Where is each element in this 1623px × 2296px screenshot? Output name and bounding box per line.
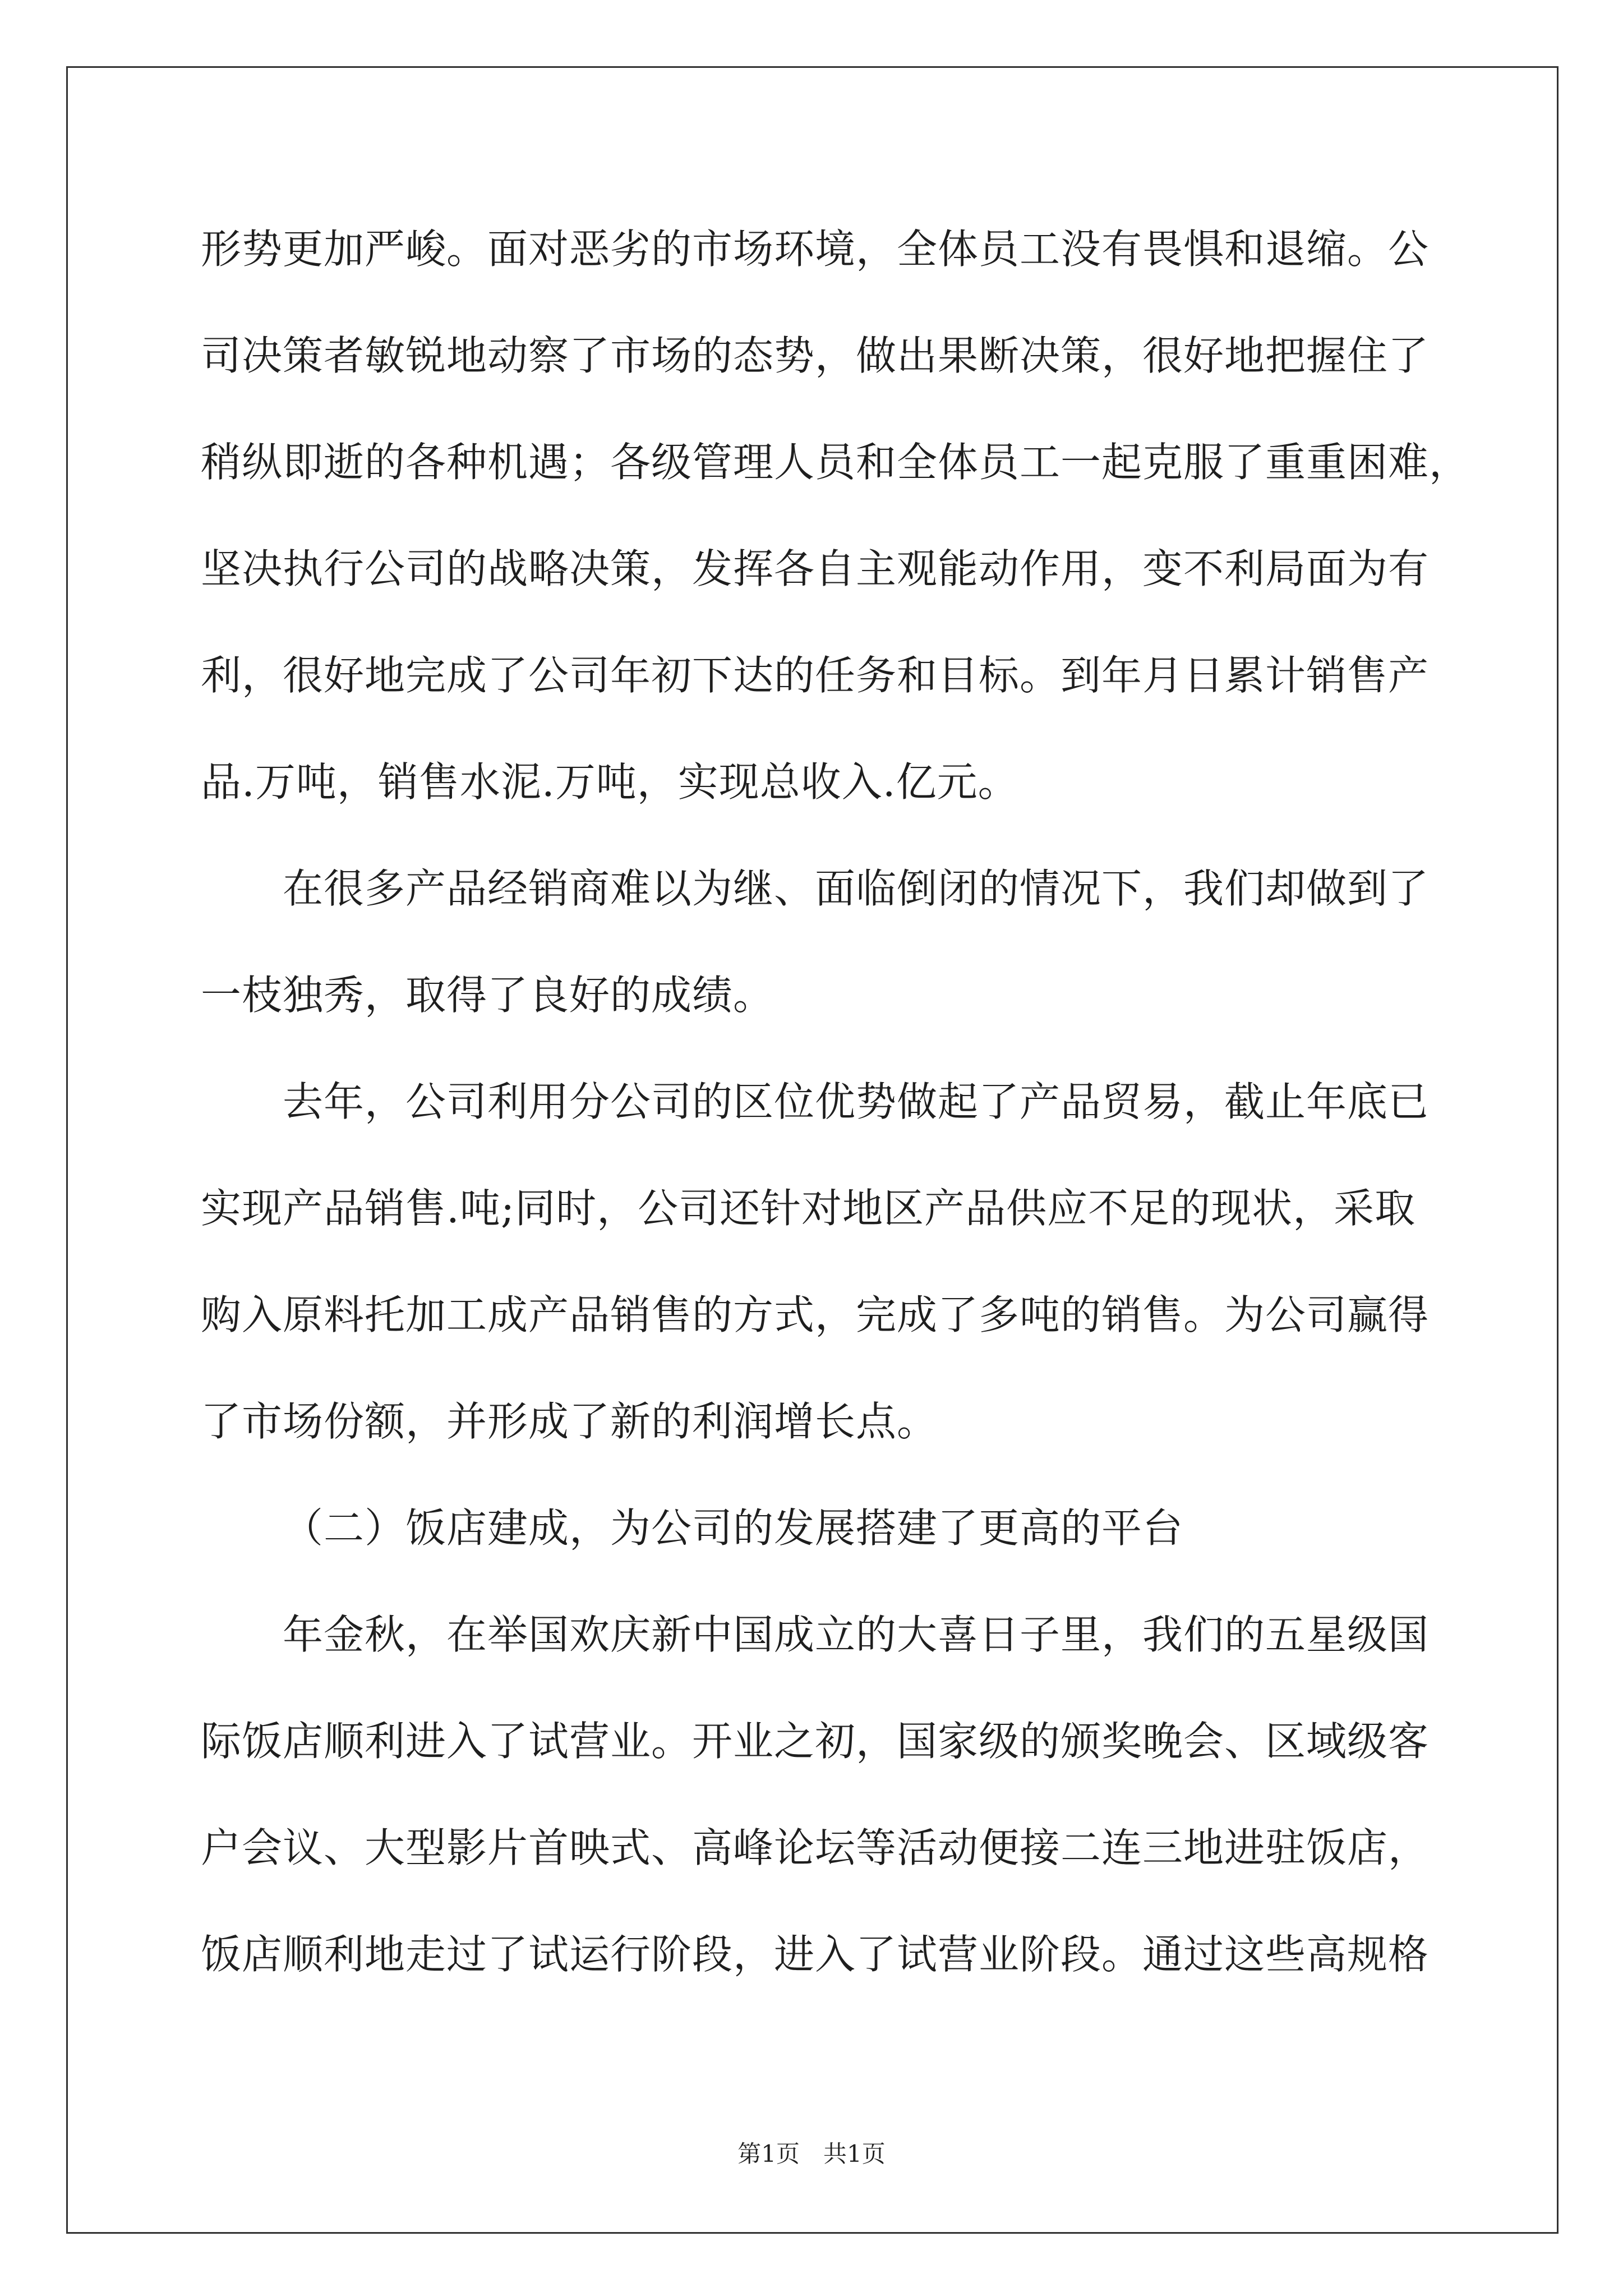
paragraph <box>201 1581 1491 2008</box>
paragraph <box>201 1048 1491 1475</box>
text-line: 了市场份额，并形成了新的利润增长点。 <box>201 1398 938 1445</box>
section-heading <box>201 1475 1491 1581</box>
text-line: 在很多产品经销商难以为继、面临倒闭的情况下，我们却做到了 <box>283 865 1430 912</box>
text-line: 购入原料托加工成产品销售的方式，完成了多吨的销售。为公司赢得 <box>201 1291 1430 1338</box>
page-number-footer: 第1页 共1页 <box>737 2140 886 2168</box>
text-line: 饭店顺利地走过了试运行阶段，进入了试营业阶段。通过这些高规格 <box>201 1931 1430 1978</box>
text-line: 年金秋，在举国欢庆新中国成立的大喜日子里，我们的五星级国 <box>283 1611 1430 1658</box>
text-line: 形势更加严峻。面对恶劣的市场环境，全体员工没有畏惧和退缩。公 <box>201 226 1430 273</box>
text-line: 实现产品销售.吨;同时，公司还针对地区产品供应不足的现状，采取 <box>201 1185 1416 1232</box>
text-line: 户会议、大型影片首映式、高峰论坛等活动便接二连三地进驻饭店， <box>201 1824 1430 1871</box>
text-line: 去年，公司利用分公司的区位优势做起了产品贸易，截止年底已 <box>283 1078 1430 1125</box>
text-line: 品.万吨，销售水泥.万吨，实现总收入.亿元。 <box>201 758 1019 806</box>
text-line: 一枝独秀，取得了良好的成绩。 <box>201 972 774 1019</box>
text-line: 际饭店顺利进入了试营业。开业之初，国家级的颁奖晚会、区域级客 <box>201 1718 1430 1765</box>
text-line: 稍纵即逝的各种机遇；各级管理人员和全体员工一起克服了重重困难， <box>201 439 1470 486</box>
section-heading-text: （二）饭店建成，为公司的发展搭建了更高的平台 <box>283 1504 1184 1552</box>
paragraph <box>201 835 1491 1048</box>
text-line: 司决策者敏锐地动察了市场的态势，做出果断决策，很好地把握住了 <box>201 332 1430 379</box>
paragraph <box>201 196 1491 835</box>
document-body <box>201 196 1491 2008</box>
text-line: 利，很好地完成了公司年初下达的任务和目标。到年月日累计销售产 <box>201 652 1430 699</box>
text-line: 坚决执行公司的战略决策，发挥各自主观能动作用，变不利局面为有 <box>201 545 1430 592</box>
